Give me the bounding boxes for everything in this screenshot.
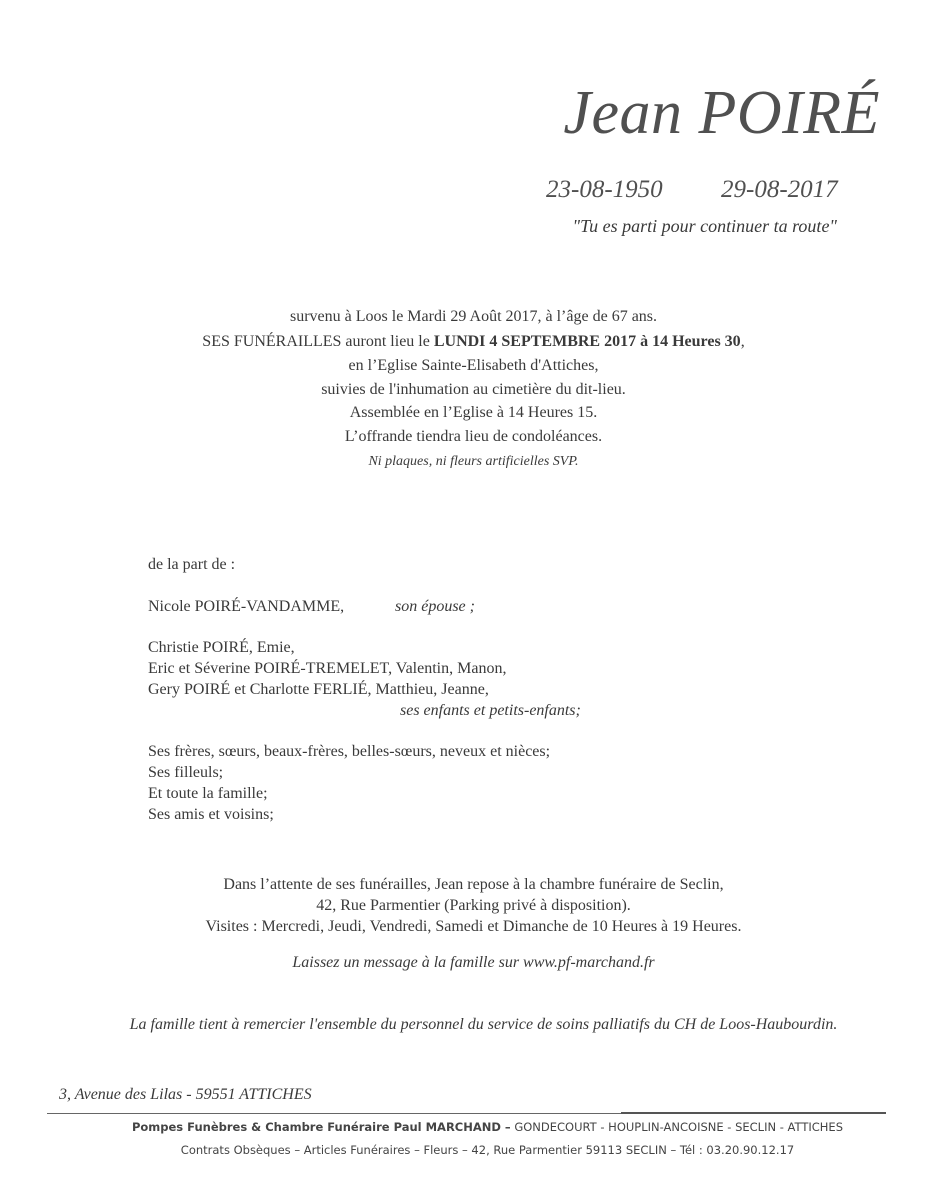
spouse-name: Nicole POIRÉ-VANDAMME, bbox=[148, 598, 345, 615]
children-line: Christie POIRÉ, Emie, bbox=[148, 639, 295, 656]
funeral-comma: , bbox=[740, 333, 745, 350]
thanks-note: La famille tient à remercier l'ensemble du personnel du service de soins palliatifs du CH de Loos-Haubourdin. bbox=[129, 1016, 838, 1033]
relatives-line: Ses amis et voisins; bbox=[148, 806, 274, 823]
death-date: 29-08-2017 bbox=[721, 176, 838, 203]
visit-line: Dans l’attente de ses funérailles, Jean repose à la chambre funéraire de Seclin, bbox=[223, 876, 724, 893]
burial-line: suivies de l'inhumation au cimetière du dit-lieu. bbox=[321, 381, 626, 398]
footer-services-line: Contrats Obsèques – Articles Funéraires – Fleurs – 42, Rue Parmentier 59113 SECLIN – Tél : 03.20.90.12.17 bbox=[180, 1143, 795, 1157]
spouse-role: son épouse ; bbox=[395, 598, 475, 615]
epitaph-quote: "Tu es parti pour continuer ta route" bbox=[572, 216, 837, 236]
message-link[interactable]: Laissez un message à la famille sur www.pf-marchand.fr bbox=[292, 954, 655, 971]
assembly-line: Assemblée en l’Eglise à 14 Heures 15. bbox=[349, 404, 598, 421]
family-intro: de la part de : bbox=[148, 556, 236, 573]
visit-address: 42, Rue Parmentier (Parking privé à disposition). bbox=[316, 897, 631, 914]
children-role: ses enfants et petits-enfants; bbox=[400, 702, 581, 719]
relatives-line: Ses filleuls; bbox=[148, 764, 224, 781]
announcement-line: survenu à Loos le Mardi 29 Août 2017, à l’âge de 67 ans. bbox=[289, 308, 658, 325]
deceased-name: Jean POIRÉ bbox=[563, 79, 880, 147]
children-line: Eric et Séverine POIRÉ-TREMELET, Valentin, Manon, bbox=[148, 660, 507, 677]
funeral-intro: SES FUNÉRAILLES auront lieu le bbox=[202, 333, 434, 350]
family-address: 3, Avenue des Lilas - 59551 ATTICHES bbox=[59, 1086, 312, 1103]
company-locations: GONDECOURT - HOUPLIN-ANCOISNE - SECLIN - ATTICHES bbox=[510, 1120, 844, 1134]
footer-company-line bbox=[0, 1120, 947, 1134]
company-name: Pompes Funèbres & Chambre Funéraire Paul MARCHAND – bbox=[131, 1120, 511, 1134]
flowers-note: Ni plaques, ni fleurs artificielles SVP. bbox=[368, 454, 579, 469]
funeral-datetime: LUNDI 4 SEPTEMBRE 2017 à 14 Heures 30 bbox=[433, 333, 741, 350]
church-line: en l’Eglise Sainte-Elisabeth d'Attiches, bbox=[348, 357, 599, 374]
funeral-date-line bbox=[0, 333, 947, 351]
relatives-line: Ses frères, sœurs, beaux-frères, belles-sœurs, neveux et nièces; bbox=[148, 743, 551, 760]
birth-date: 23-08-1950 bbox=[546, 176, 663, 203]
offering-line: L’offrande tiendra lieu de condoléances. bbox=[344, 428, 603, 445]
relatives-line: Et toute la famille; bbox=[148, 785, 268, 802]
visit-hours: Visites : Mercredi, Jeudi, Vendredi, Samedi et Dimanche de 10 Heures à 19 Heures. bbox=[205, 918, 742, 935]
footer-divider-accent bbox=[621, 1112, 886, 1114]
children-line: Gery POIRÉ et Charlotte FERLIÉ, Matthieu, Jeanne, bbox=[148, 681, 489, 698]
